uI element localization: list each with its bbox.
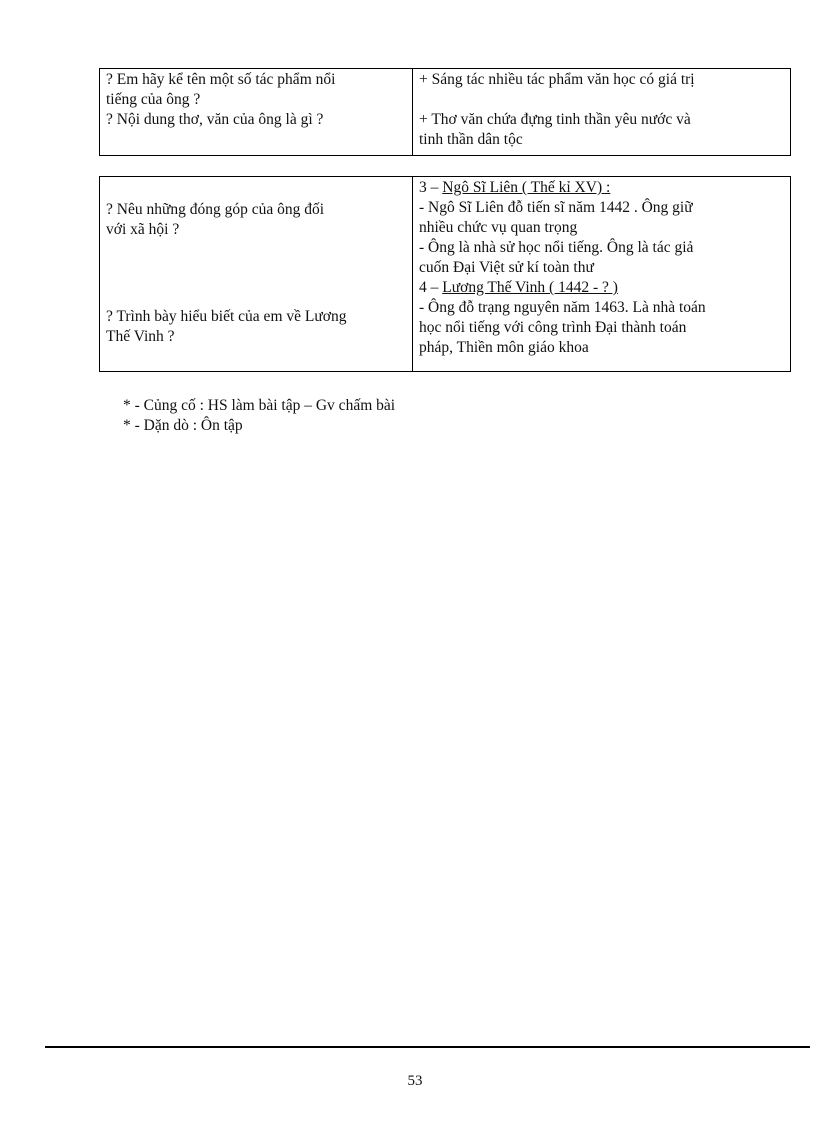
answer-text: - Ông là nhà sử học nổi tiếng. Ông là tác giả [419,239,694,256]
answer-text: nhiều chức vụ quan trọng [419,219,578,236]
section-heading: 3 – Ngô Sĩ Liên ( Thế kỉ XV) : [419,179,611,196]
answer-text: + Sáng tác nhiều tác phẩm văn học có giá trị [419,71,695,88]
section-heading-title: Lương Thế Vinh ( 1442 - ? ) [442,279,618,296]
note-homework: * - Dặn dò : Ôn tập [123,417,243,434]
table-historians [99,176,791,372]
table-authors-works [99,68,791,156]
section-heading-title: Ngô Sĩ Liên ( Thế kỉ XV) : [442,179,611,196]
question-text: ? Nêu những đóng góp của ông đối [106,201,325,218]
question-cell [100,177,413,371]
answer-cell [413,69,790,155]
answer-text: + Thơ văn chứa đựng tinh thần yêu nước và [419,111,691,128]
note-consolidation: * - Củng cố : HS làm bài tập – Gv chấm bài [123,397,396,414]
answer-text: cuốn Đại Việt sử kí toàn thư [419,259,594,276]
question-text: ? Trình bày hiểu biết của em về Lương [106,308,347,325]
page-number: 53 [407,1073,423,1089]
answer-text: học nổi tiếng với công trình Đại thành toán [419,319,687,336]
footer-divider [45,1046,810,1048]
answer-text: - Ngô Sĩ Liên đỗ tiến sĩ năm 1442 . Ông giữ [419,199,693,216]
answer-text: tinh thần dân tộc [419,131,523,148]
answer-cell [413,177,790,371]
answer-text: pháp, Thiền môn giáo khoa [419,339,589,356]
lesson-notes [123,396,395,436]
answer-text: - Ông đỗ trạng nguyên năm 1463. Là nhà toán [419,299,706,316]
question-cell [100,69,413,155]
question-text: ? Em hãy kể tên một số tác phẩm nổi [106,71,336,88]
question-text: tiếng của ông ? [106,91,201,108]
question-text: ? Nội dung thơ, văn của ông là gì ? [106,111,324,128]
question-text: Thế Vinh ? [106,328,175,345]
table-row [100,69,790,155]
question-text: với xã hội ? [106,221,180,238]
section-heading: 4 – Lương Thế Vinh ( 1442 - ? ) [419,279,618,296]
table-row [100,177,790,371]
